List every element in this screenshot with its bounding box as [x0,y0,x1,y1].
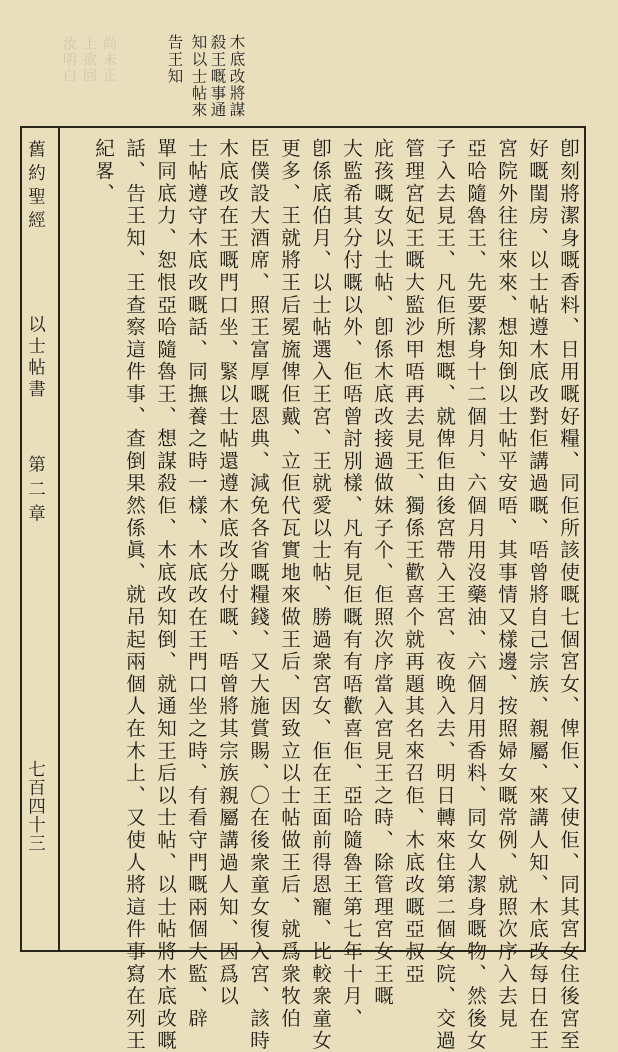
body-column: 單同底力、恕恨亞哈隨魯王、想謀殺佢、木底改知倒、就通知王后以士帖、以士帖將木底改嘅 [153,138,177,1052]
body-column: 紀畧、 [91,138,115,205]
margin-note-line: 殺王嘅事通 [208,34,227,119]
body-column: 卽刻將潔身嘅香料、日用嘅好糧、同佢所該使嘅七個宮女、俾佢、又使佢、同其宮女住後宮至 [556,138,580,1052]
margin-note-line: 告王知 [165,34,184,85]
body-column: 更多、王就將王后冕旒俾佢戴、立佢代瓦實地來做王后、因致立以士帖做王后、就爲衆牧伯 [277,138,301,1030]
ghost-note: 汝明白 [61,36,77,84]
body-column: 好嘅閨房、以士帖遵木底改對佢講過嘅、唔曾將自己宗族、親屬、來講人知、木底改每日在王 [525,138,549,1052]
gutter-divider [58,128,60,950]
page-number: 七百四十三 [25,760,46,853]
ghost-note: 上欲回 [81,36,97,84]
body-column: 木底改在王嘅門口坐、緊以士帖還遵木底改分付嘅、唔曾將其宗族親屬講過人知、因爲以 [215,138,239,1008]
margin-note-line: 木底改將謀 [227,34,246,119]
body-column: 亞哈隨魯王、先要潔身十二個月、六個月用沒藥油、六個月用香料、同女人潔身嘅物、然後女 [463,138,487,1052]
body-column: 子入去見王、凡佢所想嘅、就俾佢由後宮帶入王宮、夜晚入去、明日轉來住第二個女院、交過 [432,138,456,1052]
body-column: 臣僕設大酒席、照王富厚嘅恩典、減免各省嘅糧錢、又大施賞賜、〇在後衆童女復入宮、該時 [246,138,270,1052]
body-column: 宮院外往往來來、想知倒以士帖平安唔、其事情又樣邊、按照婦女嘅常例、就照次序入去見 [494,138,518,1030]
body-column: 卽係底伯月、以士帖選入王宮、王就愛以士帖、勝過衆宮女、佢在王面前得恩寵、比較衆童女 [308,138,332,1052]
ghost-note: 尚未正 [101,36,117,84]
body-column: 庇孩嘅女以士帖、卽係木底改接過做妹子个、佢照次序當入宮見王之時、除管理宮女王嘅 [370,138,394,1008]
book-title: 舊約聖經 [25,140,46,234]
body-column: 管理宮妃王嘅大監沙甲唔再去見王、獨係王歡喜个就再題其名來召佢、木底改嘅亞叔亞 [401,138,425,986]
book-name: 以士帖書 [25,315,46,401]
body-column: 士帖遵守木底改嘅話、同撫養之時一樣、木底改在王門口坐之時、有看守門嘅兩個大監、辟 [184,138,208,1030]
margin-note-line: 知以士帖來 [189,34,208,119]
body-column: 話、告王知、王查察這件事、查倒果然係眞、就吊起兩個人在木上、又使人將這件事寫在列王 [122,138,146,1052]
chapter-label: 第二章 [25,455,46,529]
body-column: 大監希其分付嘅以外、佢唔曾討別樣、凡有見佢嘅有有唔歡喜佢、亞哈隨魯王第七年十月、 [339,138,363,1030]
